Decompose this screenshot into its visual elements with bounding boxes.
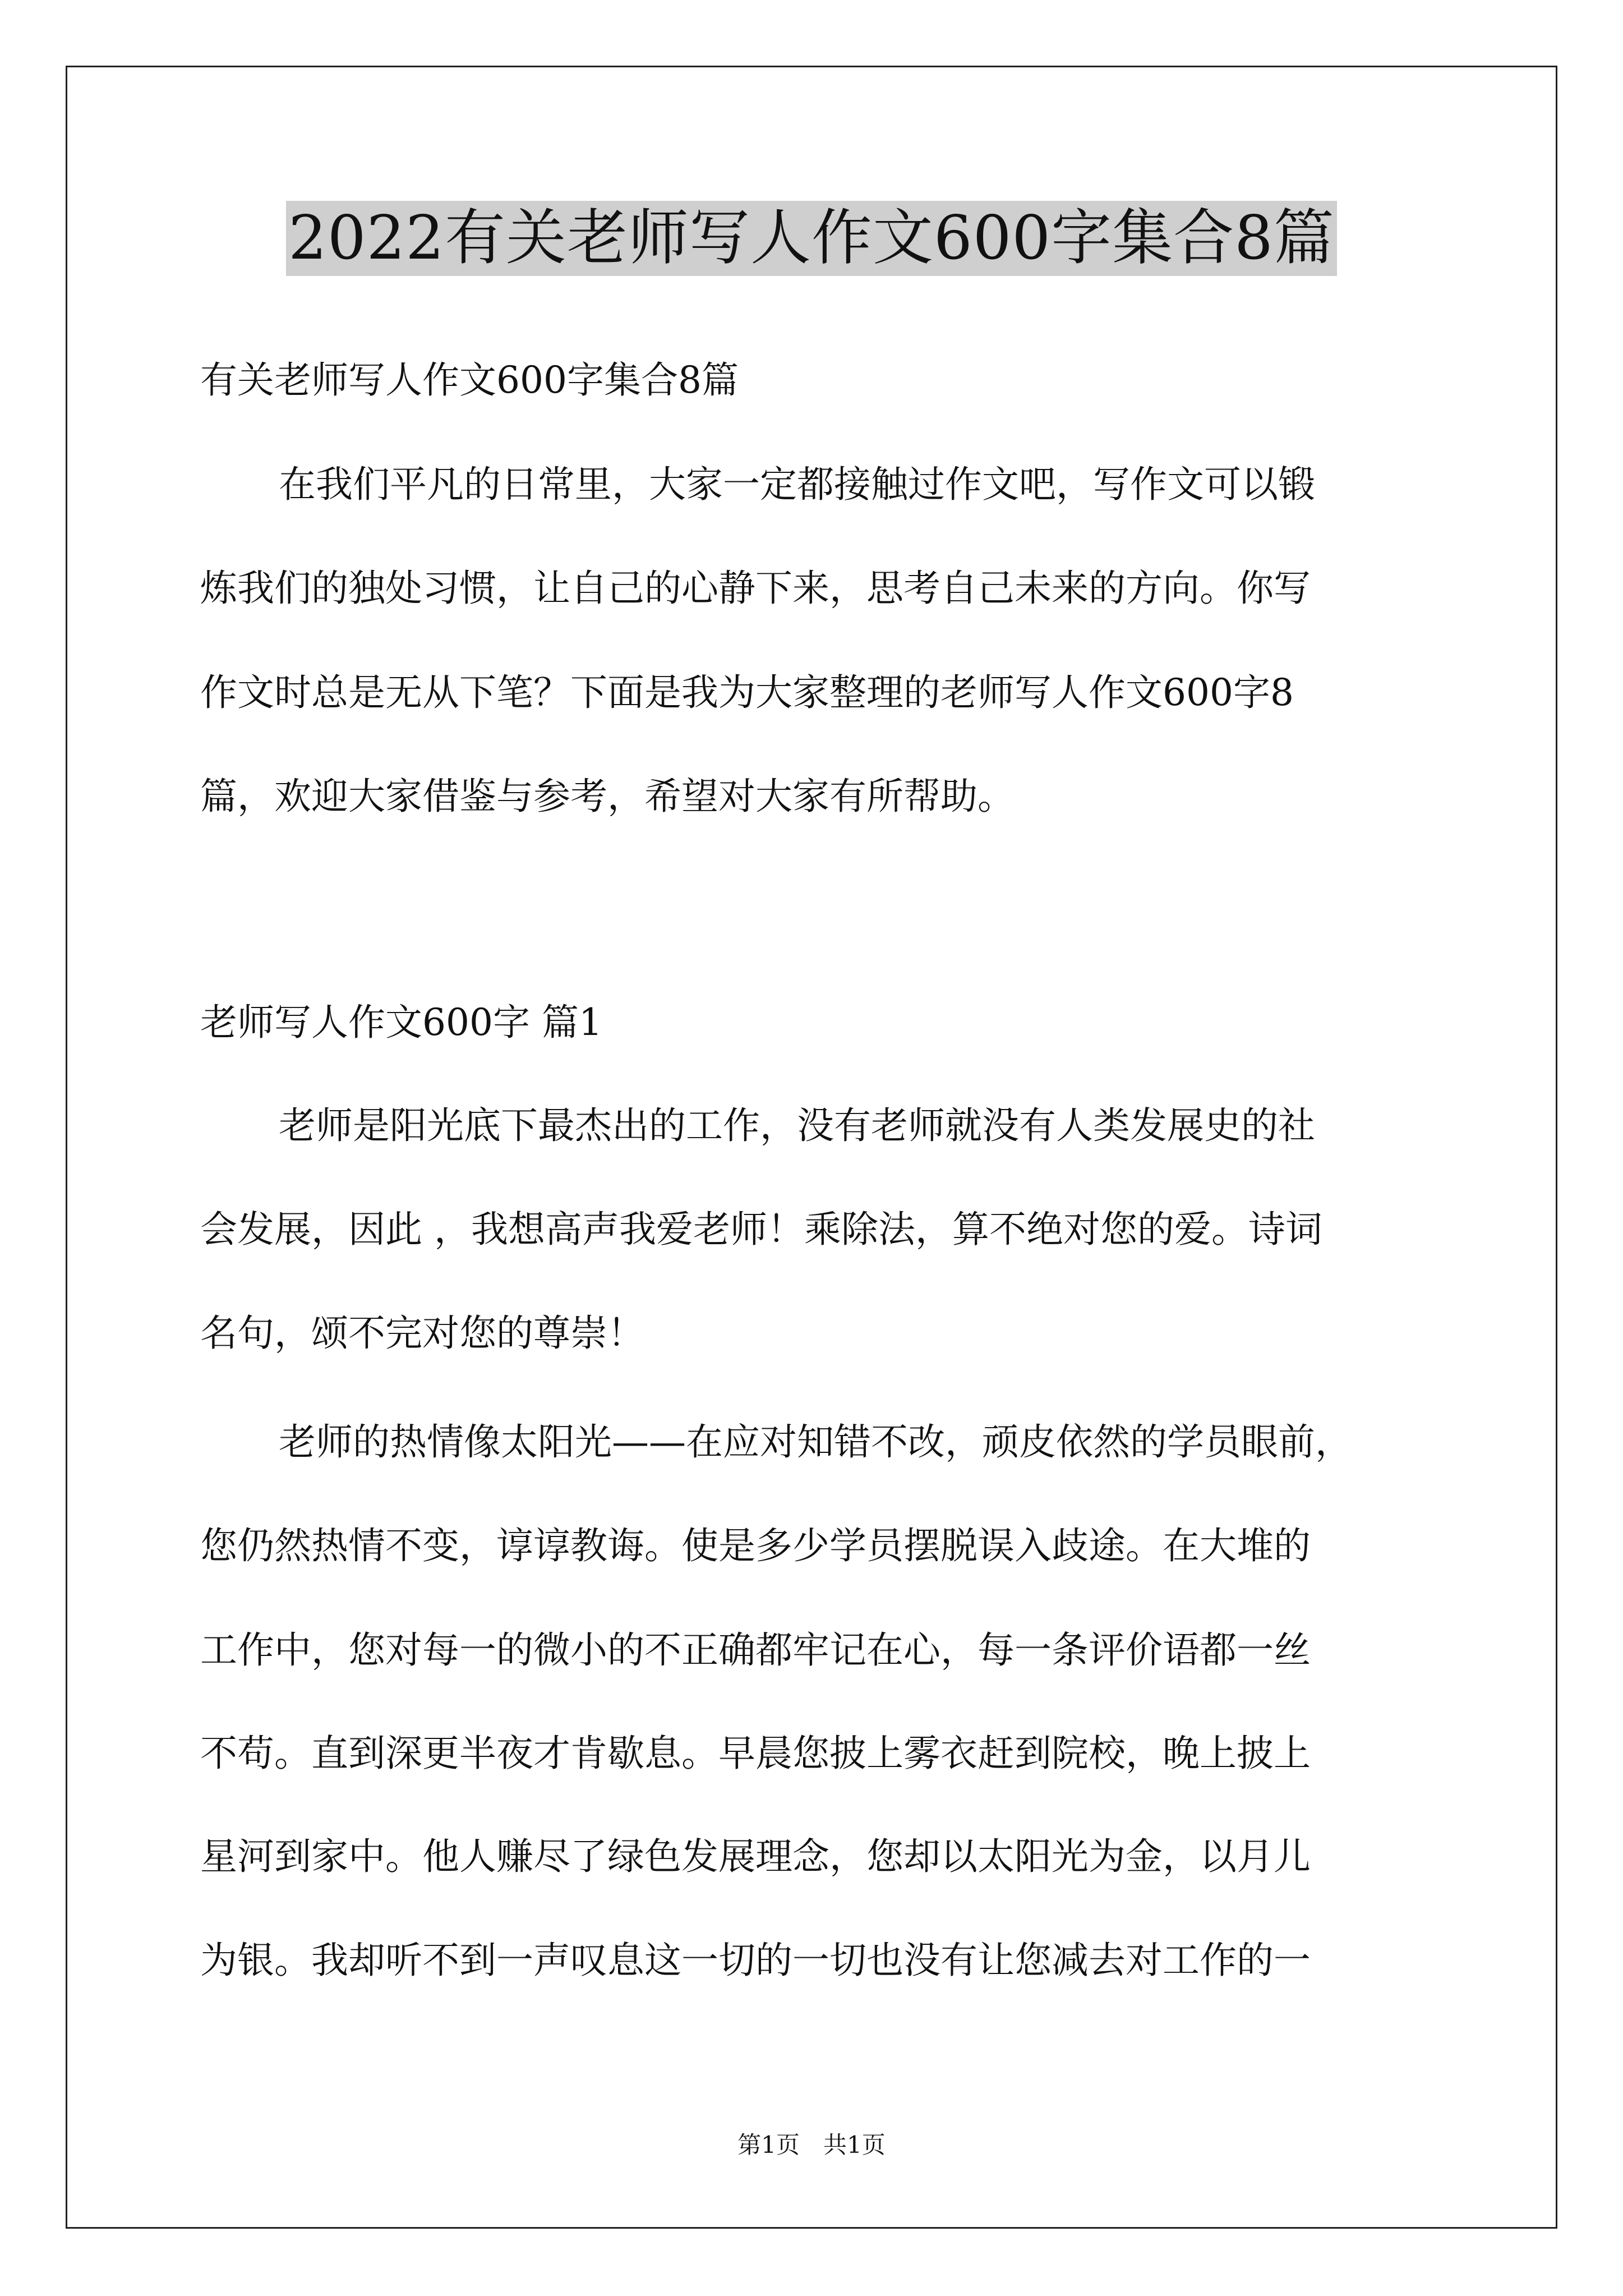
paragraph2-line-3: 工作中，您对每一的微小的不正确都牢记在心，每一条评价语都一丝 <box>200 1628 1311 1672</box>
paragraph1-line-1: 老师是阳光底下最杰出的工作，没有老师就没有人类发展史的社 <box>279 1104 1315 1147</box>
paragraph2-line-4: 不苟。直到深更半夜才肯歇息。早晨您披上雾衣赶到院校，晚上披上 <box>200 1732 1311 1775</box>
paragraph2-line-5: 星河到家中。他人赚尽了绿色发展理念，您却以太阳光为金，以月儿 <box>200 1835 1311 1878</box>
intro-line-3: 作文时总是无从下笔？下面是我为大家整理的老师写人作文600字8 <box>200 671 1294 714</box>
paragraph1-line-3: 名句，颂不完对您的尊崇！ <box>200 1312 644 1355</box>
intro-line-4: 篇，欢迎大家借鉴与参考，希望对大家有所帮助。 <box>200 775 1015 818</box>
paragraph2-line-1: 老师的热情像太阳光——在应对知错不改，顽皮依然的学员眼前， <box>279 1420 1352 1464</box>
paragraph2-line-2: 您仍然热情不变，谆谆教诲。使是多少学员摆脱误入歧途。在大堆的 <box>200 1524 1311 1567</box>
page-footer: 第1页 共1页 <box>737 2131 886 2159</box>
document-subtitle: 有关老师写人作文600字集合8篇 <box>200 358 739 402</box>
intro-line-2: 炼我们的独处习惯，让自己的心静下来，思考自己未来的方向。你写 <box>200 567 1311 610</box>
title-container <box>0 201 1623 276</box>
section-heading: 老师写人作文600字 篇1 <box>200 1001 602 1044</box>
paragraph1-line-2: 会发展，因此 ，我想高声我爱老师！乘除法，算不绝对您的爱。诗词 <box>200 1208 1322 1251</box>
intro-line-1: 在我们平凡的日常里，大家一定都接触过作文吧，写作文可以锻 <box>279 463 1315 506</box>
paragraph2-line-6: 为银。我却听不到一声叹息这一切的一切也没有让您减去对工作的一 <box>200 1939 1311 1982</box>
document-title: 2022有关老师写人作文600字集合8篇 <box>286 201 1337 276</box>
